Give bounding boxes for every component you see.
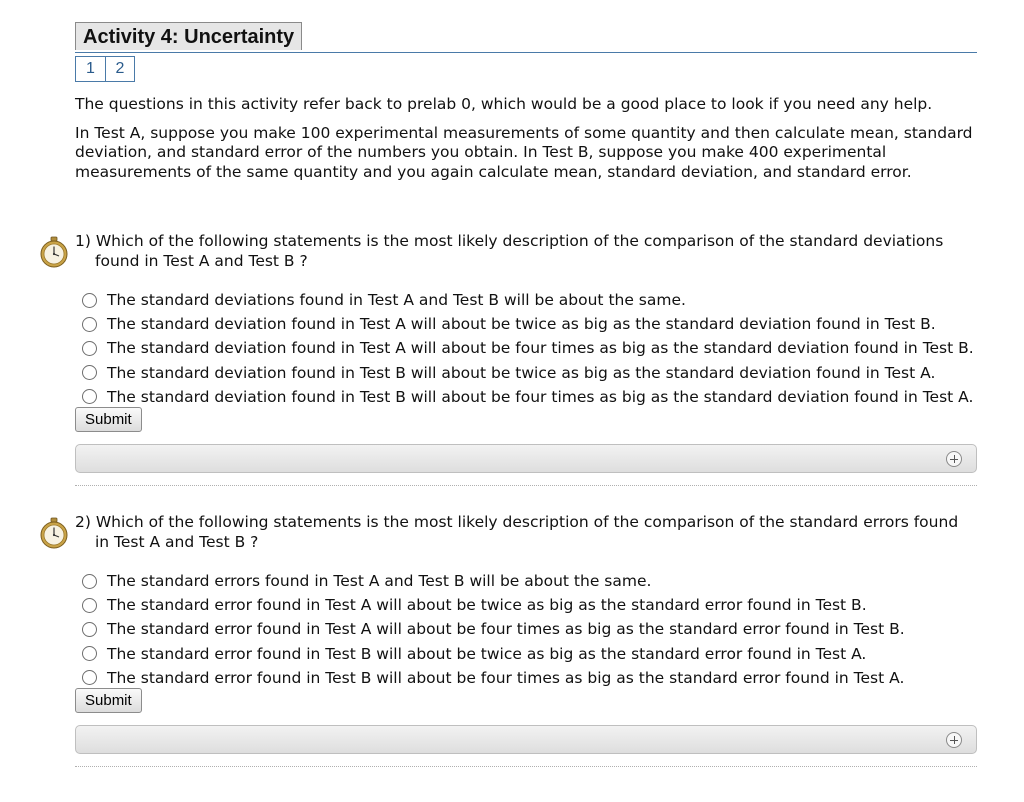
page-navigation xyxy=(75,56,135,82)
stopwatch-icon xyxy=(39,517,69,549)
option[interactable] xyxy=(82,569,905,593)
intro-paragraph-2: In Test A, suppose you make 100 experimental measurements of some quantity and then calculate mean, standard deviation, and standard error of the numbers you obtain. In Test B, suppose you make 400 experimental measurements of the same quantity and you again calculate mean, standard deviation, and standard error. xyxy=(75,123,973,181)
radio-button[interactable] xyxy=(82,293,97,308)
option[interactable] xyxy=(82,312,974,336)
option-label: The standard errors found in Test A and Test B will be about the same. xyxy=(107,572,652,591)
feedback-expander[interactable] xyxy=(75,444,977,473)
question-1-text: 1) Which of the following statements is the most likely description of the comparison of the standard deviations found in Test A and Test B ? xyxy=(75,232,944,270)
option-label: The standard error found in Test A will about be twice as big as the standard error found in Test B. xyxy=(107,596,867,615)
question-2-text: 2) Which of the following statements is the most likely description of the comparison of the standard errors found in Test A and Test B ? xyxy=(75,513,959,551)
radio-button[interactable] xyxy=(82,317,97,332)
question-1 xyxy=(75,232,977,428)
radio-button[interactable] xyxy=(82,341,97,356)
radio-button[interactable] xyxy=(82,365,97,380)
option[interactable] xyxy=(82,666,905,690)
intro-paragraph-1: The questions in this activity refer back to prelab 0, which would be a good place to look if you need any help. xyxy=(75,95,933,113)
intro-text xyxy=(75,95,977,182)
question-2 xyxy=(75,513,977,709)
option-label: The standard error found in Test A will about be four times as big as the standard error found in Test B. xyxy=(107,620,905,639)
radio-button[interactable] xyxy=(82,389,97,404)
radio-button[interactable] xyxy=(82,670,97,685)
plus-circle-icon[interactable] xyxy=(946,732,962,748)
plus-circle-icon[interactable] xyxy=(946,451,962,467)
option[interactable] xyxy=(82,288,974,312)
page-2-button[interactable]: 2 xyxy=(105,57,134,81)
option-label: The standard deviations found in Test A and Test B will be about the same. xyxy=(107,291,686,310)
radio-button[interactable] xyxy=(82,574,97,589)
submit-button[interactable]: Submit xyxy=(75,688,142,713)
stopwatch-icon xyxy=(39,236,69,268)
option[interactable] xyxy=(82,361,974,385)
activity-header xyxy=(75,22,977,53)
question-1-options xyxy=(82,288,974,409)
radio-button[interactable] xyxy=(82,598,97,613)
radio-button[interactable] xyxy=(82,622,97,637)
option[interactable] xyxy=(82,642,905,666)
divider xyxy=(75,766,977,767)
activity-title: Activity 4: Uncertainty xyxy=(75,22,302,50)
option-label: The standard deviation found in Test A will about be twice as big as the standard deviation found in Test B. xyxy=(107,315,936,334)
option[interactable] xyxy=(82,593,905,617)
divider xyxy=(75,485,977,486)
option[interactable] xyxy=(82,385,974,409)
feedback-expander[interactable] xyxy=(75,725,977,754)
activity-content xyxy=(75,22,977,709)
option[interactable] xyxy=(82,336,974,360)
question-2-options xyxy=(82,569,905,690)
page-1-button[interactable]: 1 xyxy=(86,60,95,77)
option-label: The standard error found in Test B will about be twice as big as the standard error found in Test A. xyxy=(107,644,867,663)
option-label: The standard deviation found in Test B will about be four times as big as the standard deviation found in Test A. xyxy=(107,387,974,406)
option-label: The standard deviation found in Test A will about be four times as big as the standard deviation found in Test B. xyxy=(107,339,974,358)
submit-button[interactable]: Submit xyxy=(75,407,142,432)
radio-button[interactable] xyxy=(82,646,97,661)
option[interactable] xyxy=(82,617,905,641)
option-label: The standard error found in Test B will about be four times as big as the standard error found in Test A. xyxy=(107,668,905,687)
option-label: The standard deviation found in Test B will about be twice as big as the standard deviation found in Test A. xyxy=(107,363,936,382)
